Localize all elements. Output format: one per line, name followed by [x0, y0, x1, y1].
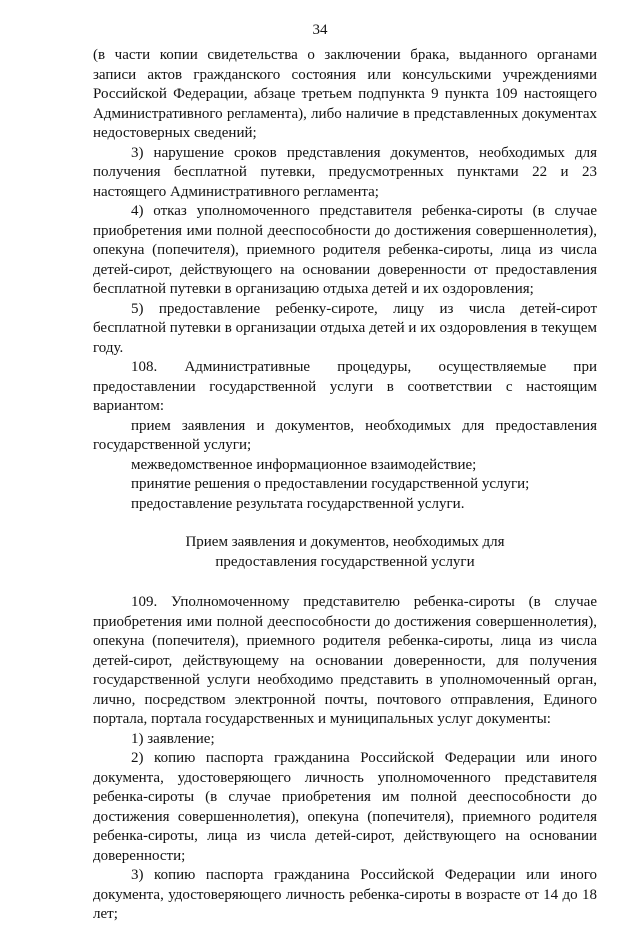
list-item: межведомственное информационное взаимодействие; — [131, 456, 477, 473]
list-item: 3) копию паспорта гражданина Российской Федерации или иного документа, удостоверяющего личность ребенка-сироты в возрасте от 14 до 18 лет; — [93, 867, 597, 922]
document-body — [93, 46, 597, 925]
list-item: 4) отказ уполномоченного представителя ребенка-сироты (в случае приобретения ими полной дееспособности до достижения совершеннолетия), опекуна (попечителя), приемного родителя ребенка-сироты, лица из числа детей-сирот, действующего на основании доверенности от предоставления бесплатной путевки в организацию отдыха детей и их оздоровления; — [93, 203, 597, 297]
list-item: предоставление результата государственной услуги. — [131, 495, 465, 512]
list-item: принятие решения о предоставлении государственной услуги; — [131, 476, 530, 492]
page-number: 34 — [312, 22, 328, 38]
section-heading: Прием заявления и документов, необходимых для предоставления государственной услуги — [185, 534, 505, 570]
paragraph-108: 108. Административные процедуры, осуществляемые при предоставлении государственной услуги в соответствии с настоящим вариантом: — [93, 359, 597, 414]
list-item: 5) предоставление ребенку-сироте, лицу из числа детей-сирот бесплатной путевки в организации отдыха детей и их оздоровления в текущем году. — [93, 300, 597, 356]
list-item: прием заявления и документов, необходимых для предоставления государственной услуги; — [93, 417, 597, 453]
list-item: 2) копию паспорта гражданина Российской Федерации или иного документа, удостоверяющего личность уполномоченного представителя ребенка-сироты (в случае приобретения им полной дееспособности до достижения совершеннолетия), опекуна (попечителя), приемного родителя ребенка-сироты, лица из числа детей-сирот, действующего на основании доверенности; — [93, 750, 597, 864]
list-item: 1) заявление; — [131, 730, 215, 747]
paragraph: (в части копии свидетельства о заключении брака, выданного органами записи актов гражданского состояния или консульскими учреждениями Российской Федерации, абзаце третьем подпункта 9 пункта 109 настоящего Административного регламента), либо наличие в представленных документах недостоверных сведений; — [93, 47, 597, 141]
list-item: 3) нарушение сроков представления документов, необходимых для получения бесплатной путевки, предусмотренных пунктами 22 и 23 настоящего Административного регламента; — [93, 144, 597, 200]
paragraph-109: 109. Уполномоченному представителю ребенка-сироты (в случае приобретения ими полной дееспособности до достижения совершеннолетия), опекуна (попечителя), приемного родителя ребенка-сироты, лица из числа детей-сирот, действующему на основании доверенности, для получения государственной услуги необходимо представить в уполномоченный орган, лично, посредством электронной почты, почтового отправления, Единого портала, портала государственных и муниципальных услуг документы: — [93, 594, 597, 727]
